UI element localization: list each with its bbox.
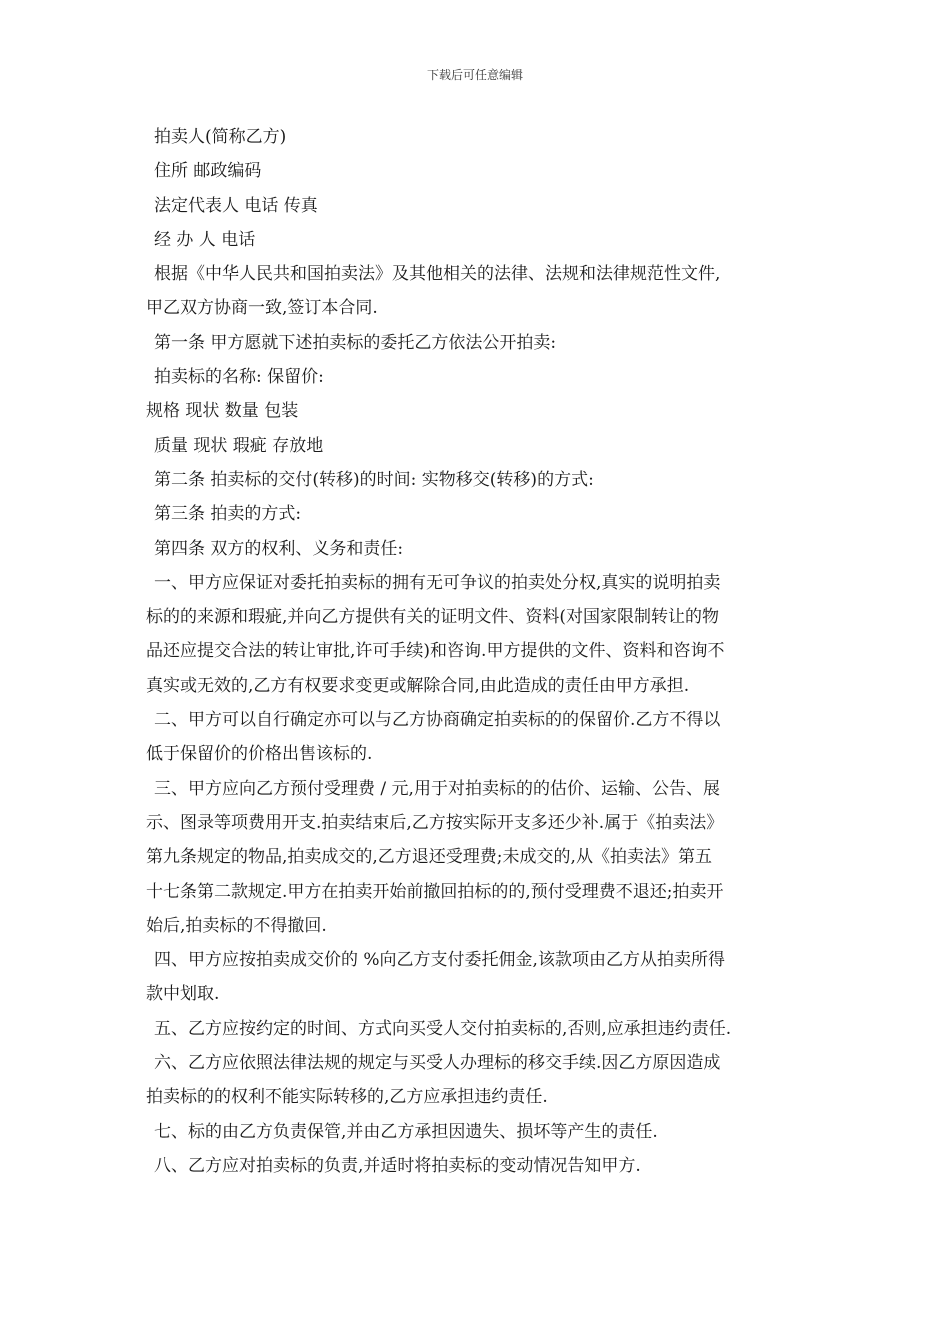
- handler-line: 经 办 人 电话: [154, 229, 256, 250]
- clause-line: 一、甲方应保证对委托拍卖标的拥有无可争议的拍卖处分权,真实的说明拍卖: [154, 572, 721, 593]
- clause-line: 八、乙方应对拍卖标的负责,并适时将拍卖标的变动情况告知甲方.: [154, 1155, 641, 1176]
- clause-line: 第九条规定的物品,拍卖成交的,乙方退还受理费;未成交的,从《拍卖法》第五: [146, 847, 712, 868]
- clause-line: 款中划取.: [146, 984, 220, 1005]
- article-1-line: 拍卖标的名称: 保留价:: [154, 367, 324, 388]
- article-3-heading: 第三条 拍卖的方式:: [154, 504, 302, 525]
- address-line: 住所 邮政编码: [154, 161, 262, 182]
- legal-rep-line: 法定代表人 电话 传真: [154, 195, 318, 216]
- clause-line: 七、标的由乙方负责保管,并由乙方承担因遗失、损坏等产生的责任.: [154, 1121, 658, 1142]
- clause-line: 真实或无效的,乙方有权要求变更或解除合同,由此造成的责任由甲方承担.: [146, 675, 690, 696]
- clause-line: 十七条第二款规定.甲方在拍卖开始前撤回拍标的的,预付受理费不退还;拍卖开: [146, 881, 724, 902]
- preamble-line: 甲乙双方协商一致,签订本合同.: [146, 298, 378, 319]
- article-1-line: 质量 现状 瑕疵 存放地: [154, 435, 324, 456]
- clause-line: 五、乙方应按约定的时间、方式向买受人交付拍卖标的,否则,应承担违约责任.: [154, 1018, 732, 1039]
- article-4-heading: 第四条 双方的权利、义务和责任:: [154, 538, 404, 559]
- clause-line: 品还应提交合法的转让审批,许可手续)和咨询.甲方提供的文件、资料和咨询不: [146, 641, 725, 662]
- page-header: 下载后可任意编辑: [426, 68, 523, 82]
- clause-line: 六、乙方应依照法律法规的规定与买受人办理标的移交手续.因乙方原因造成: [154, 1053, 721, 1074]
- clause-line: 标的的来源和瑕疵,并向乙方提供有关的证明文件、资料(对国家限制转让的物: [146, 607, 720, 628]
- article-2-heading: 第二条 拍卖标的交付(转移)的时间: 实物移交(转移)的方式:: [154, 469, 594, 490]
- clause-line: 低于保留价的价格出售该标的.: [146, 744, 373, 765]
- clause-line: 四、甲方应按拍卖成交价的 %向乙方支付委托佣金,该款项由乙方从拍卖所得: [154, 950, 725, 971]
- article-1-line: 规格 现状 数量 包装: [146, 401, 299, 422]
- clause-line: 二、甲方可以自行确定亦可以与乙方协商确定拍卖标的的保留价.乙方不得以: [154, 710, 721, 731]
- clause-line: 拍卖标的的权利不能实际转移的,乙方应承担违约责任.: [146, 1087, 548, 1108]
- clause-line: 始后,拍卖标的不得撤回.: [146, 915, 327, 936]
- clause-line: 示、图录等项费用开支.拍卖结束后,乙方按实际开支多还少补.属于《拍卖法》: [146, 812, 724, 833]
- clause-line: 三、甲方应向乙方预付受理费 / 元,用于对拍卖标的的估价、运输、公告、展: [154, 778, 720, 799]
- party-b-line: 拍卖人(简称乙方): [154, 127, 287, 147]
- contract-body: [146, 120, 810, 1183]
- preamble-line: 根据《中华人民共和国拍卖法》及其他相关的法律、法规和法律规范性文件,: [154, 264, 721, 285]
- article-1-heading: 第一条 甲方愿就下述拍卖标的委托乙方依法公开拍卖:: [154, 332, 557, 353]
